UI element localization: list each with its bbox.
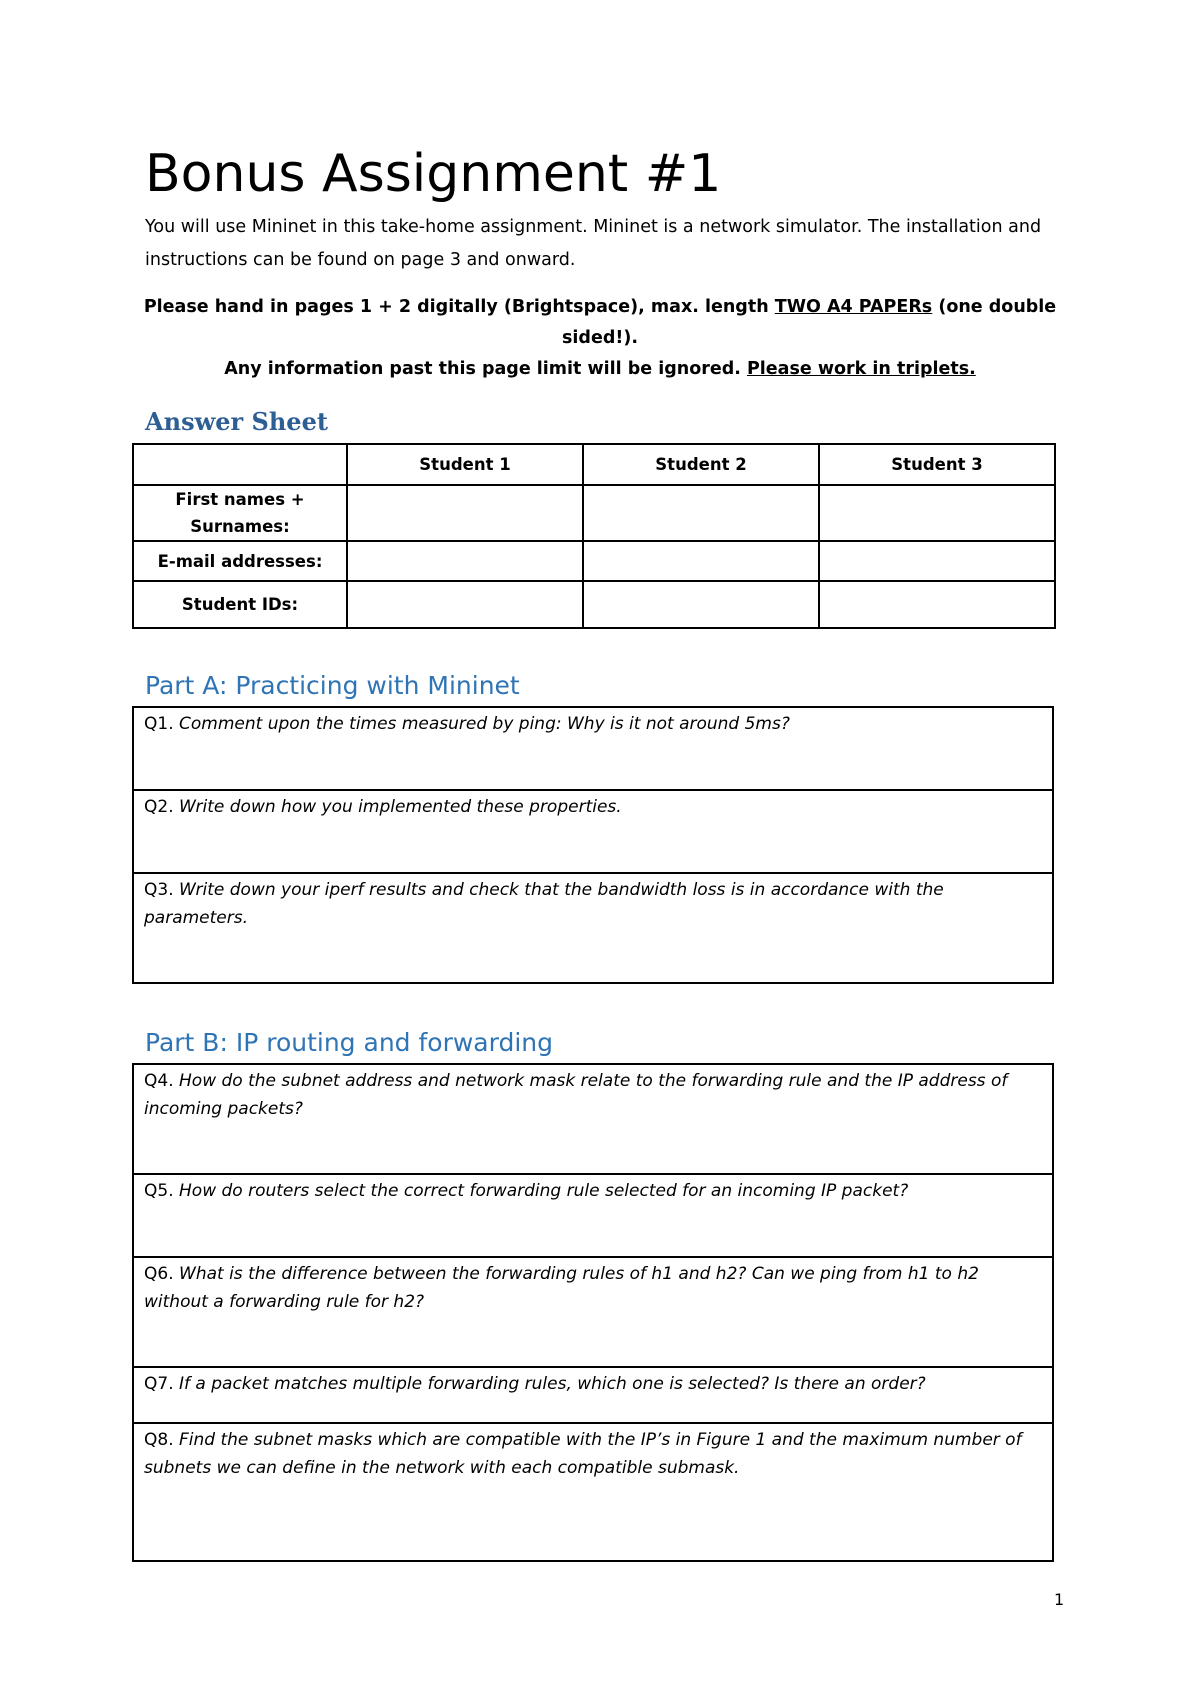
answer-cell[interactable] (583, 541, 819, 581)
answer-sheet-heading: Answer Sheet (145, 407, 328, 436)
answer-cell[interactable] (583, 581, 819, 628)
answer-cell[interactable] (819, 541, 1055, 581)
question-number: Q7. (144, 1374, 174, 1394)
part-b-question-table (132, 1063, 1054, 1562)
answer-cell[interactable] (819, 581, 1055, 628)
question-text: Comment upon the times measured by ping: Why is it not around 5ms? (173, 714, 790, 734)
question-number: Q5. (144, 1181, 174, 1201)
question-cell[interactable] (133, 1367, 1053, 1423)
question-number: Q1. (144, 714, 174, 734)
question-text: How do routers select the correct forwarding rule selected for an incoming IP packet? (173, 1181, 909, 1201)
question-cell[interactable] (133, 1257, 1053, 1367)
row-header: First names + Surnames: (133, 485, 347, 541)
row-header: E-mail addresses: (133, 541, 347, 581)
question-text: How do the subnet address and network mask relate to the forwarding rule and the IP address of incoming packets? (144, 1071, 1008, 1119)
answer-sheet-table (132, 443, 1056, 629)
page-number: 1 (1054, 1590, 1065, 1609)
question-number: Q4. (144, 1071, 174, 1091)
column-header: Student 1 (347, 444, 583, 485)
question-cell[interactable] (133, 1423, 1053, 1561)
question-text: Find the subnet masks which are compatible with the IP’s in Figure 1 and the maximum number of subnets we can define in the network with each compatible submask. (144, 1430, 1022, 1478)
question-number: Q2. (144, 797, 174, 817)
answer-cell[interactable] (347, 485, 583, 541)
page-limit-text: TWO A4 PAPERs (774, 297, 933, 317)
question-cell[interactable] (133, 1174, 1053, 1257)
part-a-heading: Part A: Practicing with Mininet (145, 671, 520, 700)
hand-in-text: Please hand in pages 1 + 2 digitally (Brightspace), max. length (143, 297, 775, 317)
question-text: Write down how you implemented these properties. (173, 797, 622, 817)
answer-cell[interactable] (583, 485, 819, 541)
question-cell[interactable] (133, 873, 1053, 983)
part-b-heading: Part B: IP routing and forwarding (145, 1028, 553, 1057)
part-a-question-table (132, 706, 1054, 984)
answer-cell[interactable] (819, 485, 1055, 541)
answer-cell[interactable] (347, 581, 583, 628)
question-number: Q6. (144, 1264, 174, 1284)
table-corner-cell (133, 444, 347, 485)
hand-in-text: (one double sided!). (562, 297, 1057, 348)
question-number: Q3. (144, 880, 174, 900)
answer-cell[interactable] (347, 541, 583, 581)
row-header: Student IDs: (133, 581, 347, 628)
question-cell[interactable] (133, 1064, 1053, 1174)
question-cell[interactable] (133, 707, 1053, 790)
hand-in-instructions (130, 292, 1070, 385)
question-text: What is the difference between the forwarding rules of h1 and h2? Can we ping from h1 to h2 without a forwarding rule for h2? (144, 1264, 979, 1312)
question-cell[interactable] (133, 790, 1053, 873)
intro-paragraph: You will use Mininet in this take-home assignment. Mininet is a network simulator. The installation and instructions can be found on page 3 and onward. (145, 217, 1042, 270)
page-title: Bonus Assignment #1 (145, 144, 722, 204)
column-header: Student 2 (583, 444, 819, 485)
triplets-text: Please work in triplets. (746, 359, 976, 379)
column-header: Student 3 (819, 444, 1055, 485)
question-number: Q8. (144, 1430, 174, 1450)
question-text: If a packet matches multiple forwarding rules, which one is selected? Is there an order? (173, 1374, 926, 1394)
question-text: Write down your iperf results and check that the bandwidth loss is in accordance with the parameters. (144, 880, 944, 928)
hand-in-text: Any information past this page limit will be ignored. (224, 359, 747, 379)
